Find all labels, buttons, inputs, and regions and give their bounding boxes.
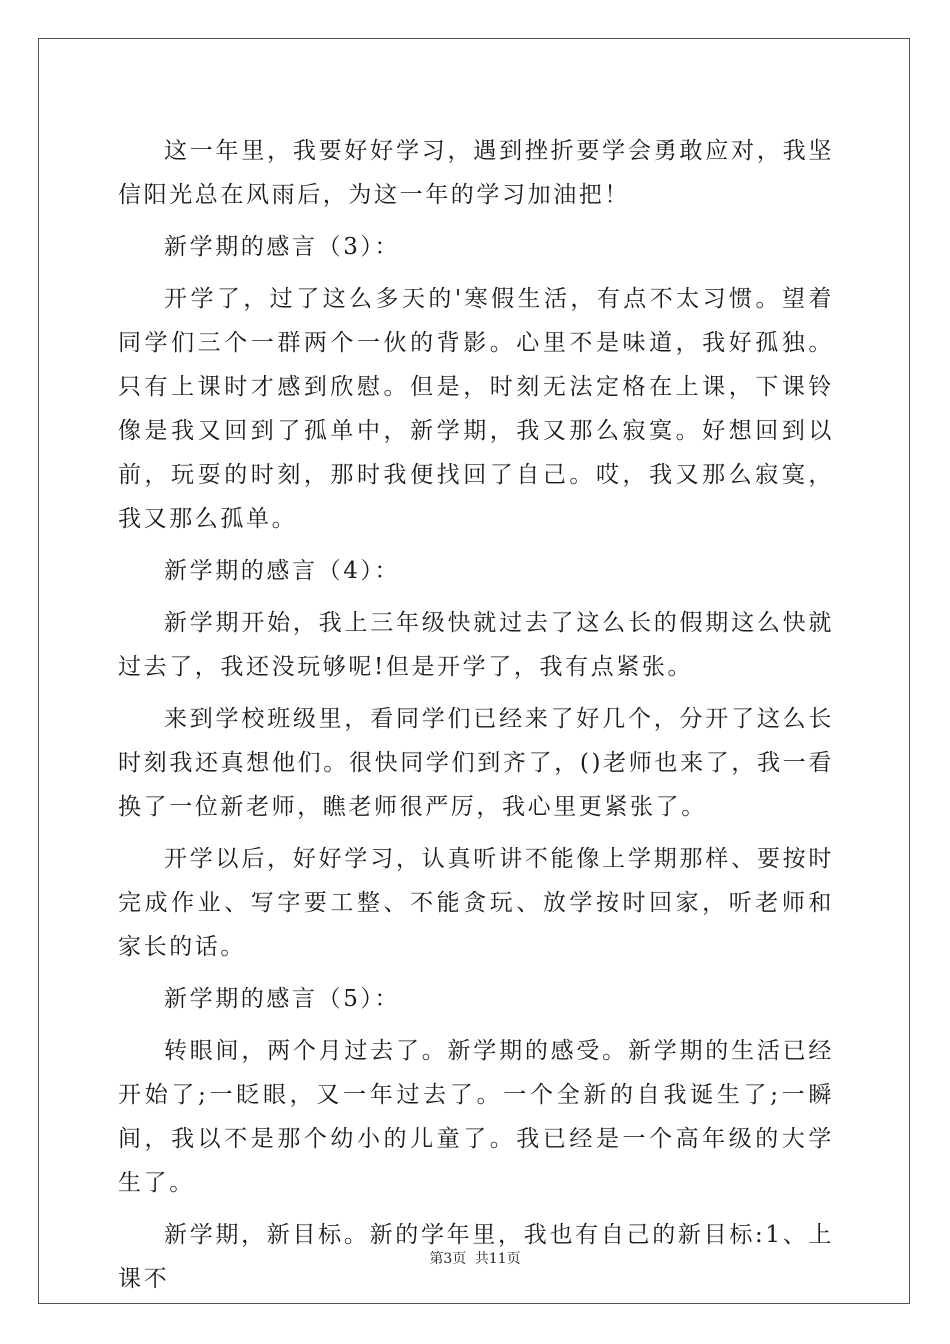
document-body bbox=[118, 129, 834, 1309]
paragraph: 开学以后，好好学习，认真听讲不能像上学期那样、要按时完成作业、写字要工整、不能贪玩、放学按时回家，听老师和家长的话。 bbox=[118, 846, 834, 960]
section-heading: 新学期的感言（5）： bbox=[164, 986, 401, 1012]
page-total: 共11页 bbox=[474, 1251, 521, 1267]
paragraph: 新学期，新目标。新的学年里，我也有自己的新目标:1、上课不 bbox=[118, 1222, 834, 1292]
page-footer bbox=[0, 1248, 950, 1268]
section-heading: 新学期的感言（4）： bbox=[164, 558, 401, 584]
paragraph: 开学了，过了这么多天的'寒假生活，有点不太习惯。望着同学们三个一群两个一伙的背影。心里不是味道，我好孤独。只有上课时才感到欣慰。但是，时刻无法定格在上课，下课铃像是我又回到了孤单中，新学期，我又那么寂寞。好想回到以前，玩耍的时刻，那时我便找回了自己。哎，我又那么寂寞，我又那么孤单。 bbox=[118, 286, 834, 532]
section-heading: 新学期的感言（3）： bbox=[164, 234, 401, 260]
paragraph: 这一年里，我要好好学习，遇到挫折要学会勇敢应对，我坚信阳光总在风雨后，为这一年的学习加油把！ bbox=[118, 138, 834, 208]
paragraph: 新学期开始，我上三年级快就过去了这么长的假期这么快就过去了，我还没玩够呢!但是开学了，我有点紧张。 bbox=[118, 610, 834, 680]
page-number: 第3页 bbox=[429, 1251, 467, 1267]
paragraph: 转眼间，两个月过去了。新学期的感受。新学期的生活已经开始了;一眨眼，又一年过去了。一个全新的自我诞生了;一瞬间，我以不是那个幼小的儿童了。我已经是一个高年级的大学生了。 bbox=[118, 1038, 834, 1196]
paragraph: 来到学校班级里，看同学们已经来了好几个，分开了这么长时刻我还真想他们。很快同学们到齐了，()老师也来了，我一看换了一位新老师，瞧老师很严厉，我心里更紧张了。 bbox=[118, 706, 834, 820]
